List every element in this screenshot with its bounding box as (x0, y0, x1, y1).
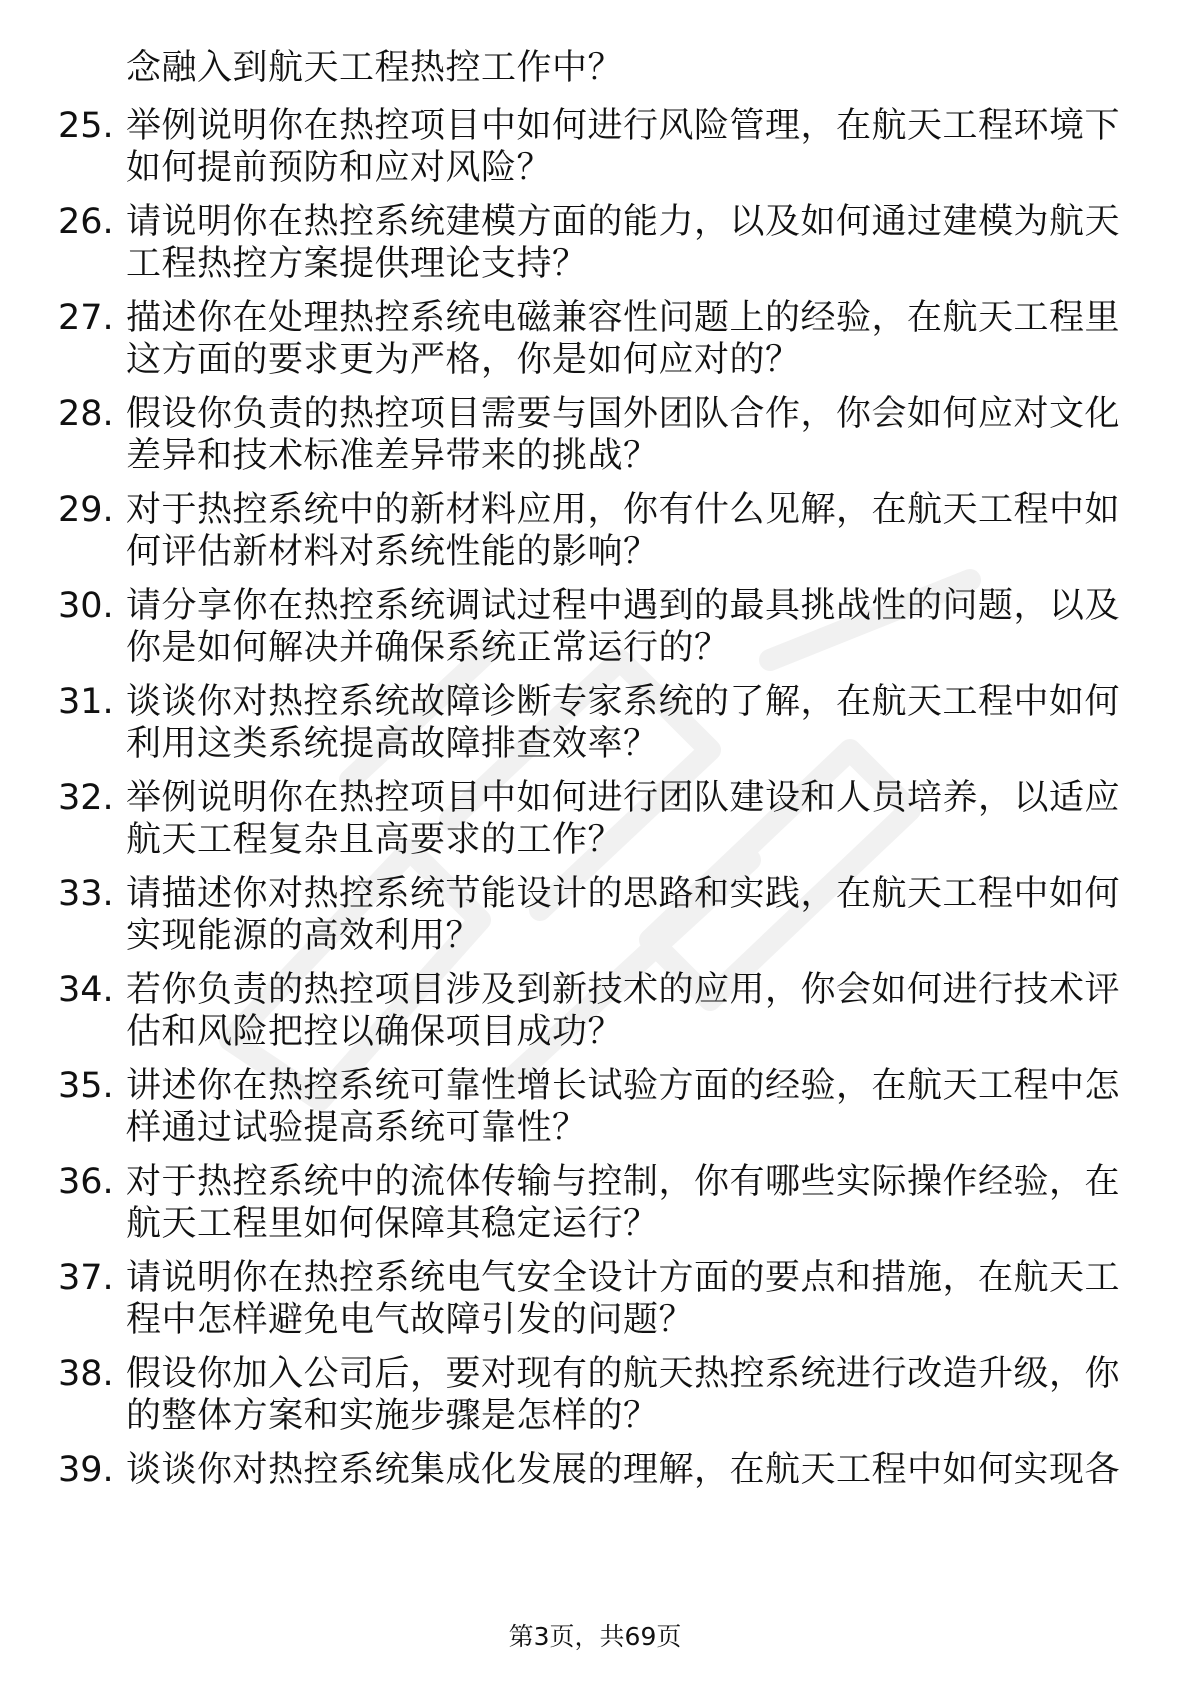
question-number: 37. (58, 1258, 114, 1298)
question-number: 31. (58, 682, 114, 722)
question-text-line1: 若你负责的热控项目涉及到新技术的应用，你会如何进行技术评 (126, 970, 1121, 1010)
question-text-line1: 对于热控系统中的新材料应用，你有什么见解，在航天工程中如 (126, 490, 1121, 530)
question-number: 28. (58, 394, 114, 434)
question-text-line2: 样通过试验提高系统可靠性？ (126, 1108, 588, 1148)
question-text-line1: 对于热控系统中的流体传输与控制，你有哪些实际操作经验，在 (126, 1162, 1121, 1202)
question-text-line1: 假设你加入公司后，要对现有的航天热控系统进行改造升级，你 (126, 1354, 1121, 1394)
question-text-line2: 如何提前预防和应对风险？ (126, 148, 553, 188)
question-text-line1: 谈谈你对热控系统故障诊断专家系统的了解，在航天工程中如何 (126, 682, 1121, 722)
question-text-line2: 航天工程里如何保障其稳定运行？ (126, 1204, 659, 1244)
question-text-line1: 举例说明你在热控项目中如何进行风险管理，在航天工程环境下 (126, 106, 1121, 146)
question-text-line2: 差异和技术标准差异带来的挑战？ (126, 436, 659, 476)
question-text-line1: 请说明你在热控系统建模方面的能力，以及如何通过建模为航天 (126, 202, 1121, 242)
question-text-line2: 利用这类系统提高故障排查效率？ (126, 724, 659, 764)
question-number: 35. (58, 1066, 114, 1106)
question-text-line1: 假设你负责的热控项目需要与国外团队合作，你会如何应对文化 (126, 394, 1121, 434)
question-text-line2: 何评估新材料对系统性能的影响？ (126, 532, 659, 572)
question-text-line2: 估和风险把控以确保项目成功？ (126, 1012, 624, 1052)
intro-continuation-text: 念融入到航天工程热控工作中？ (126, 48, 624, 88)
question-number: 27. (58, 298, 114, 338)
question-text-line2: 程中怎样避免电气故障引发的问题？ (126, 1300, 695, 1340)
question-text-line1: 谈谈你对热控系统集成化发展的理解，在航天工程中如何实现各 (126, 1450, 1121, 1490)
question-text-line1: 描述你在处理热控系统电磁兼容性问题上的经验，在航天工程里 (126, 298, 1121, 338)
question-number: 38. (58, 1354, 114, 1394)
question-text-line2: 的整体方案和实施步骤是怎样的？ (126, 1396, 659, 1436)
question-text-line1: 讲述你在热控系统可靠性增长试验方面的经验，在航天工程中怎 (126, 1066, 1121, 1106)
question-text-line1: 请描述你对热控系统节能设计的思路和实践，在航天工程中如何 (126, 874, 1121, 914)
question-number: 29. (58, 490, 114, 530)
question-text-line1: 举例说明你在热控项目中如何进行团队建设和人员培养，以适应 (126, 778, 1121, 818)
question-number: 26. (58, 202, 114, 242)
question-text-line1: 请说明你在热控系统电气安全设计方面的要点和措施，在航天工 (126, 1258, 1121, 1298)
question-number: 34. (58, 970, 114, 1010)
question-text-line1: 请分享你在热控系统调试过程中遇到的最具挑战性的问题，以及 (126, 586, 1121, 626)
question-text-line2: 工程热控方案提供理论支持？ (126, 244, 588, 284)
question-text-line2: 实现能源的高效利用？ (126, 916, 482, 956)
question-number: 25. (58, 106, 114, 146)
question-number: 36. (58, 1162, 114, 1202)
question-text-line2: 你是如何解决并确保系统正常运行的？ (126, 628, 730, 668)
question-number: 39. (58, 1450, 114, 1490)
question-text-line2: 航天工程复杂且高要求的工作？ (126, 820, 624, 860)
page-footer: 第3页，共69页 (508, 1622, 682, 1651)
question-number: 32. (58, 778, 114, 818)
question-number: 33. (58, 874, 114, 914)
question-text-line2: 这方面的要求更为严格，你是如何应对的？ (126, 340, 801, 380)
question-number: 30. (58, 586, 114, 626)
